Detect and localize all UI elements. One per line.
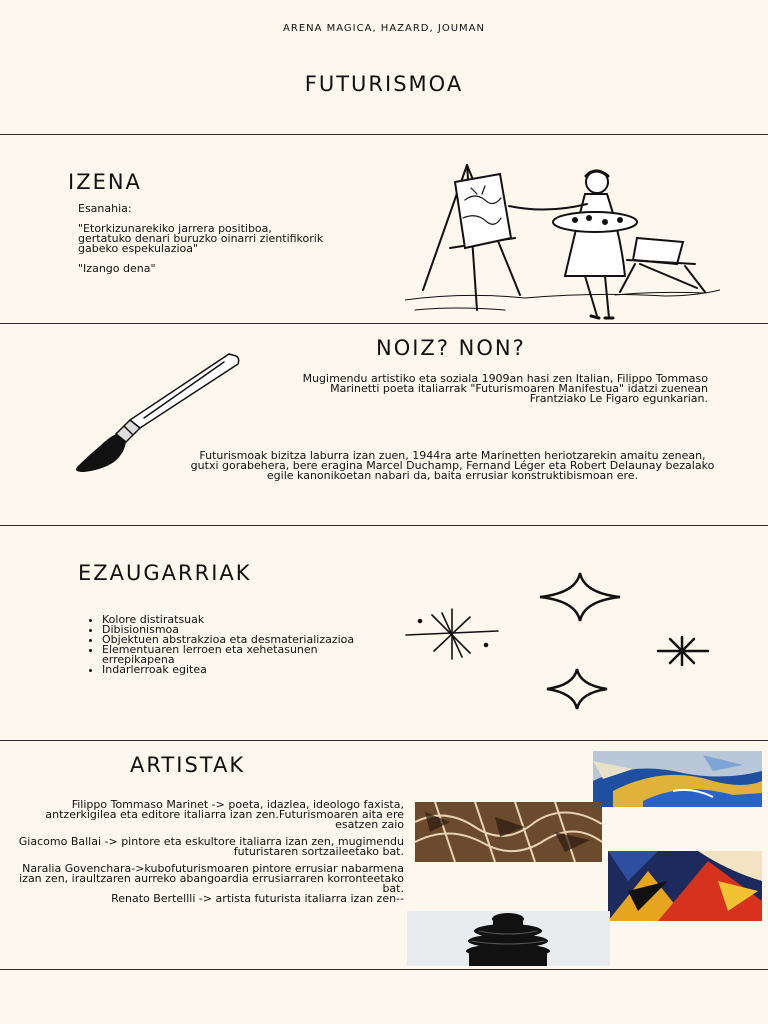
- list-item: • Kolore distiratsuak: [102, 615, 372, 625]
- divider: [0, 134, 768, 135]
- burst-icon: [406, 609, 498, 659]
- section-heading-noiz-non: NOIZ? NON?: [376, 336, 526, 360]
- izena-text: [78, 204, 328, 284]
- meaning-quote-short: "Izango dena": [78, 262, 156, 275]
- meaning-quote: "Etorkizunarekiko jarrera positiboa, gertatuko denari buruzko oinarri zientifikorik gabeko espekulazioa": [78, 222, 324, 255]
- painting-image: [593, 751, 762, 807]
- noiz-non-paragraph-2: Futurismoak bizitza laburra izan zuen, 1944ra arte Marinetten heriotzarekin amaitu zenean, gutxi gorabehera, bere eragina Marcel Duchamp, Fernand Léger eta Robert Delaunay bezalako egile kanonikoetan nabari da, baita errusiar konstruktibismoan ere.: [190, 449, 715, 482]
- divider: [0, 323, 768, 324]
- artist-entry: Giacomo Ballai -> pintore eta eskultore italiarra izan zen, mugimendu futuristaren sortzaileetako bat.: [18, 835, 404, 858]
- artist-entry: Renato Bertellli -> artista futurista italiarra izan zen--: [111, 892, 404, 905]
- features-list: [80, 615, 372, 675]
- painter-illustration: [405, 160, 720, 322]
- artist-entry: Naralia Govenchara->kubofuturismoaren pintore errusiar nabarmena izan zen, iraultzaren aurreko abangoardia errusiarraren korronteetako bat.: [19, 862, 404, 895]
- artists-text: [4, 800, 404, 911]
- artist-entry: Filippo Tommaso Marinet -> poeta, idazlea, ideologo faxista, antzerkigilea eta editore italiarra izan zen.Futurismoaren aita ere esatzen zaio: [45, 798, 404, 831]
- painting-image: [608, 851, 762, 921]
- divider: [0, 969, 768, 970]
- noiz-non-paragraph-1: Mugimendu artistiko eta soziala 1909an hasi zen Italian, Filippo Tommaso Marinetti poeta italiarrak "Futurismoaren Manifestua" idatzi zuenean Frantziako Le Figaro egunkarian.: [302, 372, 708, 405]
- asterisk-icon: [658, 637, 708, 665]
- list-item: • Objektuen abstrakzioa eta desmaterializazioa: [102, 635, 372, 645]
- page-title: FUTURISMOA: [304, 72, 464, 96]
- sparkle-icon: [547, 669, 607, 709]
- divider: [0, 740, 768, 741]
- meaning-label: Esanahia:: [78, 202, 132, 215]
- section-heading-ezaugarriak: EZAUGARRIAK: [78, 561, 252, 585]
- paintbrush-icon: [74, 350, 244, 474]
- decorative-stars: [400, 565, 720, 715]
- divider: [0, 525, 768, 526]
- section-heading-izena: IZENA: [68, 170, 142, 194]
- authors-line: ARENA MAGICA, HAZARD, JOUMAN: [283, 23, 485, 34]
- sculpture-image: [407, 911, 610, 966]
- list-item: • Elementuaren lerroen eta xehetasunen errepikapena: [102, 645, 372, 665]
- sparkle-icon: [540, 573, 620, 621]
- list-item: • Dibisionismoa: [102, 625, 372, 635]
- painting-image: [415, 802, 602, 862]
- list-item: • Indarlerroak egitea: [102, 665, 372, 675]
- section-heading-artistak: ARTISTAK: [130, 753, 246, 777]
